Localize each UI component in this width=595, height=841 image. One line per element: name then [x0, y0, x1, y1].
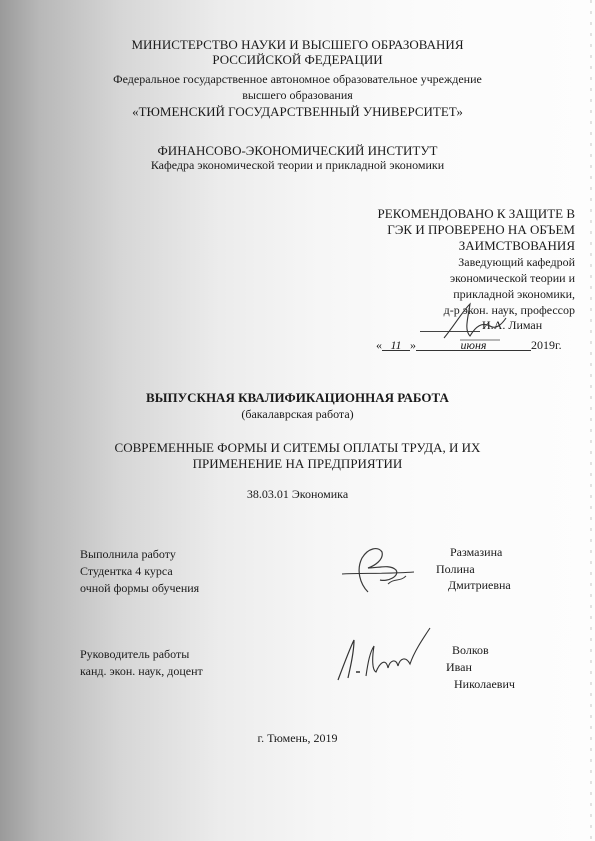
institute-name: ФИНАНСОВО-ЭКОНОМИЧЕСКИЙ ИНСТИТУТ — [157, 143, 438, 158]
approval-line-2: ГЭК И ПРОВЕРЕНО НА ОБЪЕМ — [387, 222, 575, 237]
head-signature-icon — [440, 296, 510, 346]
student-name: Полина — [436, 562, 475, 576]
institution-type-line-2: высшего образования — [242, 88, 353, 102]
supervisor-patronymic: Николаевич — [454, 677, 515, 691]
student-patronymic: Дмитриевна — [448, 578, 511, 592]
date-year: 2019г. — [531, 338, 562, 352]
ministry-line-2: РОССИЙСКОЙ ФЕДЕРАЦИИ — [212, 52, 383, 67]
work-type: ВЫПУСКНАЯ КВАЛИФИКАЦИОННАЯ РАБОТА — [146, 390, 449, 405]
supervisor-surname: Волков — [452, 643, 489, 657]
student-role-line-2: Студентка 4 курса — [80, 564, 173, 578]
date-month: июня — [416, 338, 531, 351]
date-close-quote: » — [410, 338, 416, 352]
approval-line-7: д-р экон. наук, профессор — [443, 303, 575, 317]
supervisor-name: Иван — [446, 660, 472, 674]
approval-line-1: РЕКОМЕНДОВАНО К ЗАЩИТЕ В — [377, 206, 575, 221]
supervisor-role-line-1: Руководитель работы — [80, 647, 190, 661]
supervisor-role-line-2: канд. экон. наук, доцент — [80, 664, 203, 678]
supervisor-signature-icon — [330, 618, 440, 688]
date-open-quote: « — [376, 338, 382, 352]
institution-type-line-1: Федеральное государственное автономное образовательное учреждение — [113, 72, 482, 86]
work-subtype: (бакалаврская работа) — [241, 407, 354, 421]
department-name: Кафедра экономической теории и прикладной экономики — [150, 158, 445, 172]
work-title-line-1: СОВРЕМЕННЫЕ ФОРМЫ И СИТЕМЫ ОПЛАТЫ ТРУДА, И ИХ — [114, 440, 481, 455]
student-role-line-3: очной формы обучения — [80, 581, 200, 595]
university-name: «ТЮМЕНСКИЙ ГОСУДАРСТВЕННЫЙ УНИВЕРСИТЕТ» — [132, 104, 463, 119]
date-day: 11 — [382, 338, 410, 351]
student-signature-icon — [338, 540, 418, 598]
scan-edge-artifact — [590, 0, 592, 841]
ministry-line-1: МИНИСТЕРСТВО НАУКИ И ВЫСШЕГО ОБРАЗОВАНИЯ — [131, 37, 464, 52]
approval-line-6: прикладной экономики, — [453, 287, 575, 301]
approval-line-5: экономической теории и — [449, 271, 575, 285]
work-title-line-2: ПРИМЕНЕНИЕ НА ПРЕДПРИЯТИИ — [192, 456, 403, 471]
specialty: 38.03.01 Экономика — [246, 487, 349, 501]
approval-line-3: ЗАИМСТВОВАНИЯ — [458, 238, 575, 253]
student-surname: Размазина — [450, 545, 503, 559]
head-name: И.А. Лиман — [482, 318, 543, 332]
city-year: г. Тюмень, 2019 — [257, 731, 338, 745]
approval-line-4: Заведующий кафедрой — [458, 255, 575, 269]
student-role-line-1: Выполнила работу — [80, 547, 176, 561]
